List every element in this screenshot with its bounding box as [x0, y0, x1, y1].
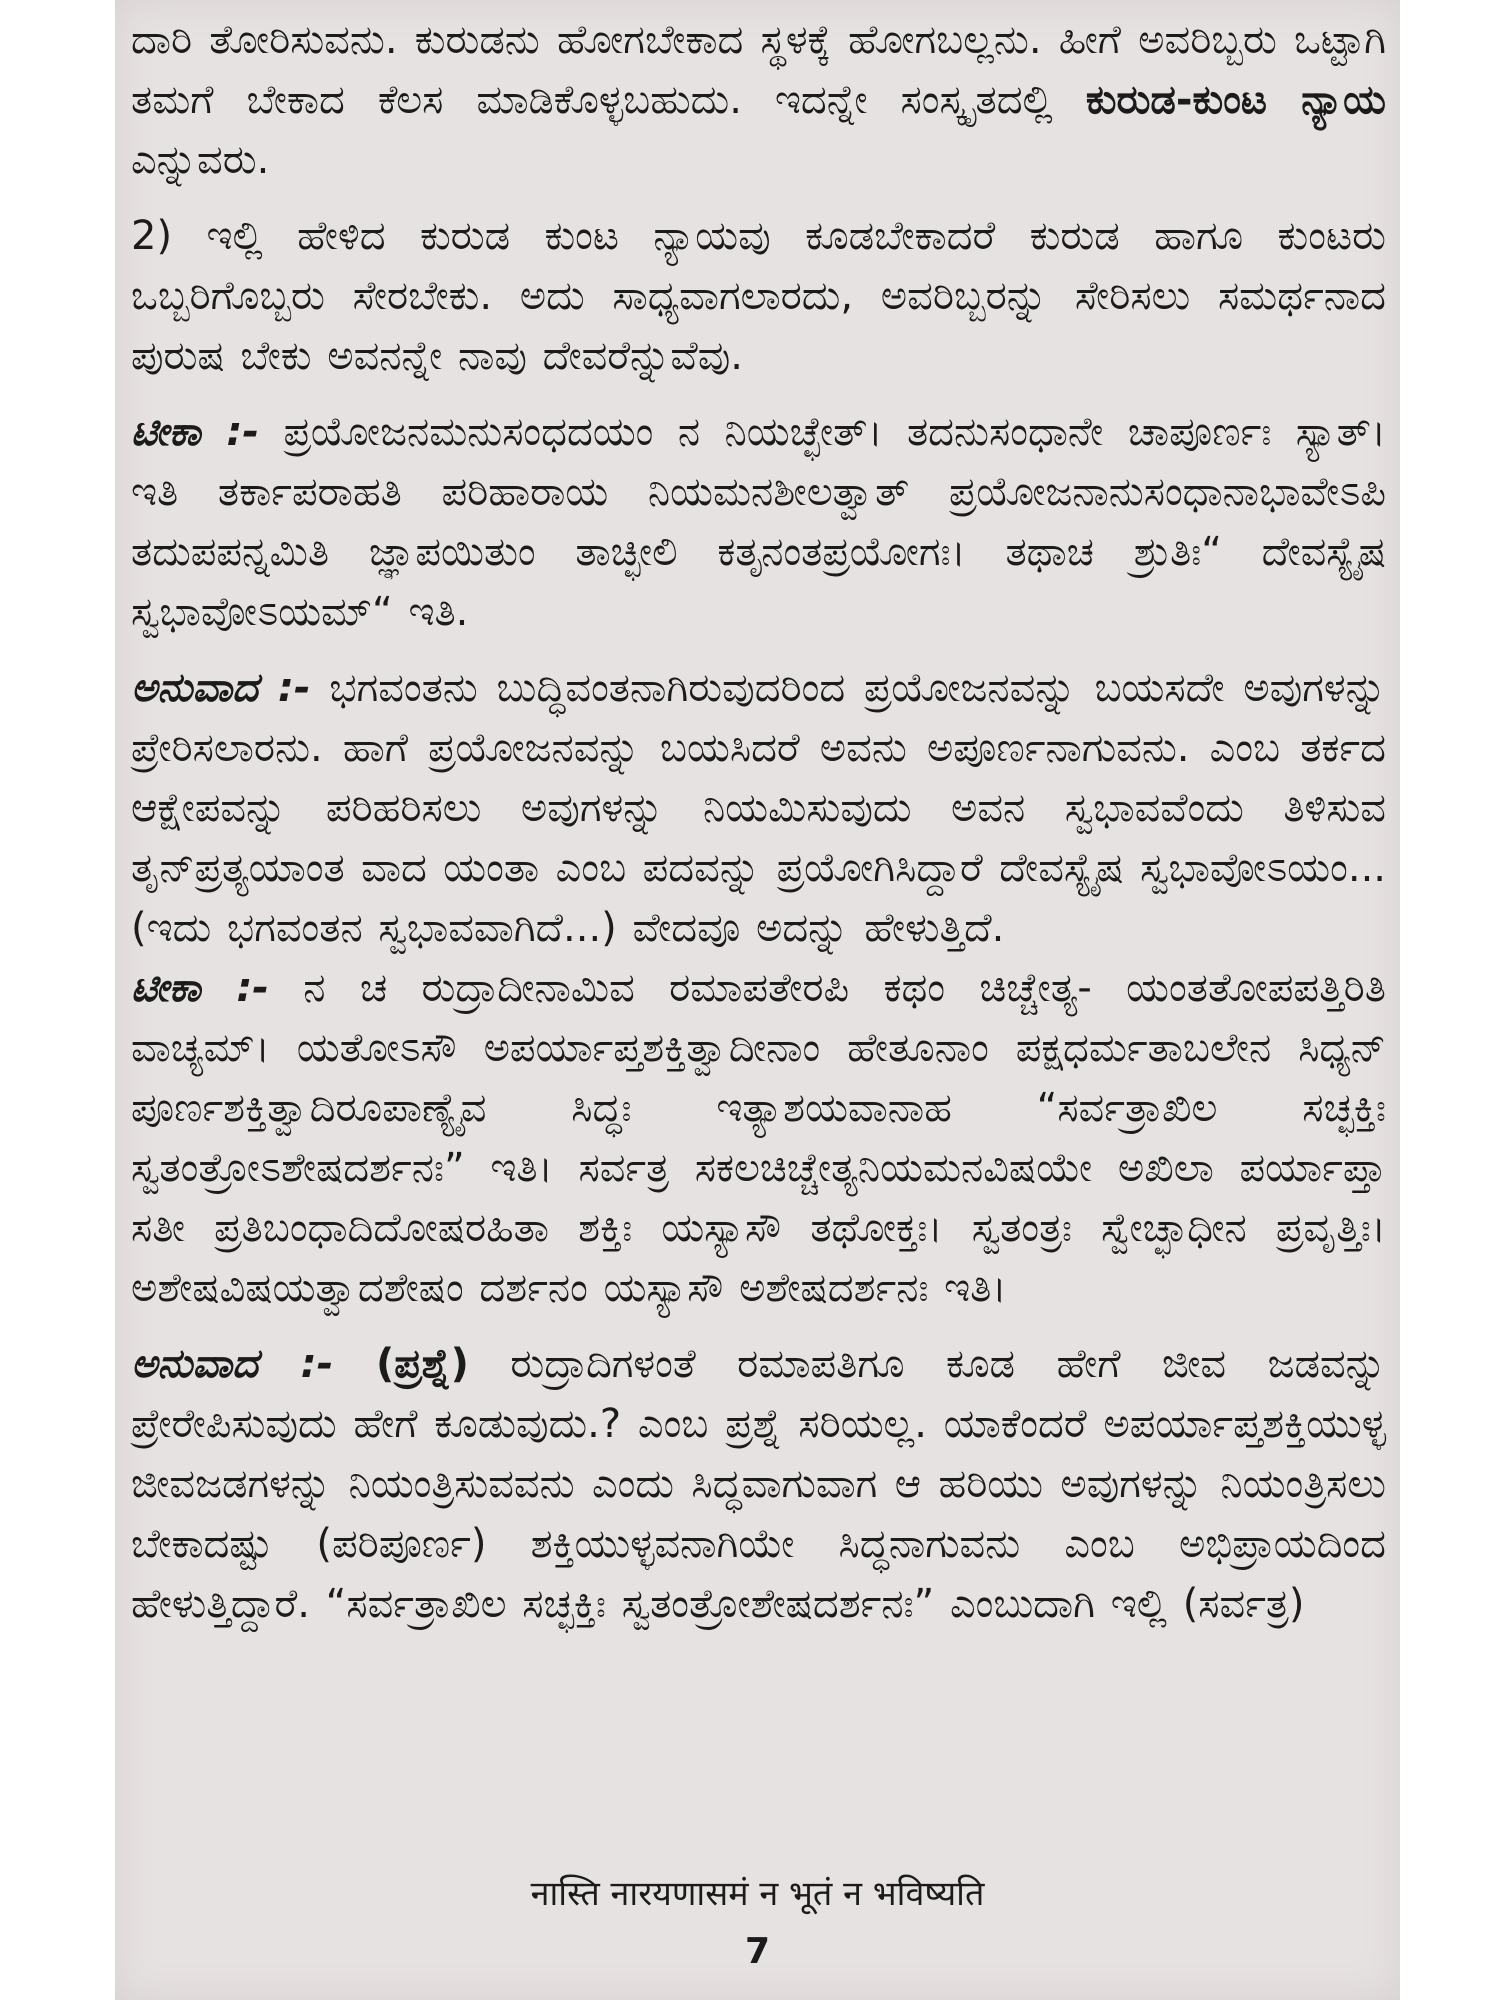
paragraph-6-text: ರುದ್ರಾದಿಗಳಂತೆ ರಮಾಪತಿಗೂ ಕೂಡ ಹೇಗೆ ಜೀವ ಜಡವನ್ನು ಪ್ರೇರೇಪಿಸುವುದು ಹೇಗೆ ಕೂಡುವುದು.? ಎಂಬ ಪ್ರಶ್ನೆ ಸರಿಯಲ್ಲ. ಯಾಕೆಂದರೆ ಅಪರ್ಯಾಪ್ತಶಕ್ತಿಯುಳ್ಳ ಜೀವಜಡಗಳನ್ನು ನಿಯಂತ್ರಿಸುವವನು ಎಂದು ಸಿದ್ಧವಾಗುವಾಗ ಆ ಹರಿಯು ಅವುಗಳನ್ನು ನಿಯಂತ್ರಿಸಲು ಬೇಕಾದಷ್ಟು (ಪರಿಪೂರ್ಣ) ಶಕ್ತಿಯುಳ್ಳವನಾಗಿಯೇ ಸಿದ್ಧನಾಗುವನು ಎಂಬ ಅಭಿಪ್ರಾಯದಿಂದ ಹೇಳುತ್ತಿದ್ದಾರೆ. “ಸರ್ವತ್ರಾಖಿಲ ಸಚ್ಛಕ್ತಿಃ ಸ್ವತಂತ್ರೋಶೇಷದರ್ಶನಃ” ಎಂಬುದಾಗಿ ಇಲ್ಲಿ (ಸರ್ವತ್ರ) — [131, 1341, 1387, 1627]
anuvada-label: ಅನುವಾದ :- — [131, 665, 311, 711]
book-page — [115, 0, 1400, 2000]
paragraph-1-bold-term: ಕುರುಡ-ಕುಂಟ ನ್ಯಾಯ — [1085, 77, 1386, 123]
teeka-label: ಟೀಕಾ :- — [131, 965, 269, 1011]
paragraph-5 — [131, 958, 1386, 1318]
paragraph-1-text-after: ಎನ್ನುವರು. — [131, 137, 270, 183]
paragraph-3-text: ಪ್ರಯೋಜನಮನುಸಂಧದಯಂ ನ ನಿಯಚ್ಛೇತ್। ತದನುಸಂಧಾನೇ ಚಾಪೂರ್ಣಃ ಸ್ಯಾತ್। ಇತಿ ತರ್ಕಾಪರಾಹತಿ ಪರಿಹಾರಾಯ ನಿಯಮನಶೀಲತ್ವಾತ್ ಪ್ರಯೋಜನಾನುಸಂಧಾನಾಭಾವೇಽಪಿ ತದುಪಪನ್ನಮಿತಿ ಜ್ಞಾಪಯಿತುಂ ತಾಚ್ಛೀಲಿ ಕತೃನಂತಪ್ರಯೋಗಃ। ತಥಾಚ ಶ್ರುತಿಃ“ ದೇವಸ್ಯೈಷ ಸ್ವಭಾವೋಽಯಮ್“ ಇತಿ. — [131, 409, 1386, 635]
paragraph-1 — [131, 10, 1386, 190]
paragraph-1-text-before: ದಾರಿ ತೋರಿಸುವನು. ಕುರುಡನು ಹೋಗಬೇಕಾದ ಸ್ಥಳಕ್ಕೆ ಹೋಗಬಲ್ಲನು. ಹೀಗೆ ಅವರಿಬ್ಬರು ಒಟ್ಟಾಗಿ ತಮಗೆ ಬೇಕಾದ ಕೆಲಸ ಮಾಡಿಕೊಳ್ಳಬಹುದು. ಇದನ್ನೇ ಸಂಸ್ಕೃತದಲ್ಲಿ — [131, 17, 1386, 123]
paragraph-4 — [131, 658, 1386, 958]
paragraph-6 — [131, 1334, 1386, 1634]
teeka-label: ಟೀಕಾ :- — [131, 409, 260, 455]
paragraph-3 — [131, 402, 1386, 642]
anuvada-label: ಅನುವಾದ :- — [131, 1341, 334, 1387]
page-body — [131, 10, 1386, 1634]
page-number: 7 — [744, 1931, 771, 1972]
paragraph-4-text: ಭಗವಂತನು ಬುದ್ಧಿವಂತನಾಗಿರುವುದರಿಂದ ಪ್ರಯೋಜನವನ್ನು ಬಯಸದೇ ಅವುಗಳನ್ನು ಪ್ರೇರಿಸಲಾರನು. ಹಾಗೆ ಪ್ರಯೋಜನವನ್ನು ಬಯಸಿದರೆ ಅವನು ಅಪೂರ್ಣನಾಗುವನು. ಎಂಬ ತರ್ಕದ ಆಕ್ಷೇಪವನ್ನು ಪರಿಹರಿಸಲು ಅವುಗಳನ್ನು ನಿಯಮಿಸುವುದು ಅವನ ಸ್ವಭಾವವೆಂದು ತಿಳಿಸುವ ತೃನ್‌ಪ್ರತ್ಯಯಾಂತ ವಾದ ಯಂತಾ ಎಂಬ ಪದವನ್ನು ಪ್ರಯೋಗಿಸಿದ್ದಾರೆ ದೇವಸ್ಯೈಷ ಸ್ವಭಾವೋಽಯಂ... (ಇದು ಭಗವಂತನ ಸ್ವಭಾವವಾಗಿದೆ...) ವೇದವೂ ಅದನ್ನು ಹೇಳುತ್ತಿದೆ. — [131, 665, 1386, 951]
paragraph-6-bold-word: (ಪ್ರಶ್ನೆ) — [333, 1341, 469, 1387]
footer-verse: नास्ति नारयणासमं न भूतं न भविष्यति — [530, 1874, 985, 1914]
paragraph-2: 2) ಇಲ್ಲಿ ಹೇಳಿದ ಕುರುಡ ಕುಂಟ ನ್ಯಾಯವು ಕೂಡಬೇಕಾದರೆ ಕುರುಡ ಹಾಗೂ ಕುಂಟರು ಒಬ್ಬರಿಗೊಬ್ಬರು ಸೇರಬೇಕು. ಅದು ಸಾಧ್ಯವಾಗಲಾರದು, ಅವರಿಬ್ಬರನ್ನು ಸೇರಿಸಲು ಸಮರ್ಥನಾದ ಪುರುಷ ಬೇಕು ಅವನನ್ನೇ ನಾವು ದೇವರೆನ್ನುವೆವು. — [131, 213, 1386, 379]
paragraph-5-text: ನ ಚ ರುದ್ರಾದೀನಾಮಿವ ರಮಾಪತೇರಪಿ ಕಥಂ ಚಿಚ್ಚೇತ್ಯ- ಯಂತತೋಪಪತ್ತಿರಿತಿ ವಾಚ್ಯಮ್। ಯತೋಽಸೌ ಅಪರ್ಯಾಪ್ತಶಕ್ತಿತ್ವಾದೀನಾಂ ಹೇತೂನಾಂ ಪಕ್ಷಧರ್ಮತಾಬಲೇನ ಸಿಧ್ಯನ್ ಪೂರ್ಣಶಕ್ತಿತ್ವಾದಿರೂಪಾಣ್ಯೈವ ಸಿದ್ಧಃ ಇತ್ಯಾಶಯವಾನಾಹ “ಸರ್ವತ್ರಾಖಿಲ ಸಚ್ಛಕ್ತಿಃ ಸ್ವತಂತ್ರೋಽಶೇಷದರ್ಶನಃ” ಇತಿ। ಸರ್ವತ್ರ ಸಕಲಚಿಚ್ಚೇತ್ಯನಿಯಮನವಿಷಯೇ ಅಖಿಲಾ ಪರ್ಯಾಪ್ತಾ ಸತೀ ಪ್ರತಿಬಂಧಾದಿದೋಷರಹಿತಾ ಶಕ್ತಿಃ ಯಸ್ಯಾಸೌ ತಥೋಕ್ತಃ। ಸ್ವತಂತ್ರಃ ಸ್ವೇಚ್ಛಾಧೀನ ಪ್ರವೃತ್ತಿಃ। ಅಶೇಷವಿಷಯತ್ವಾದಶೇಷಂ ದರ್ಶನಂ ಯಸ್ಯಾಸೌ ಅಶೇಷದರ್ಶನಃ ಇತಿ। — [131, 965, 1386, 1311]
